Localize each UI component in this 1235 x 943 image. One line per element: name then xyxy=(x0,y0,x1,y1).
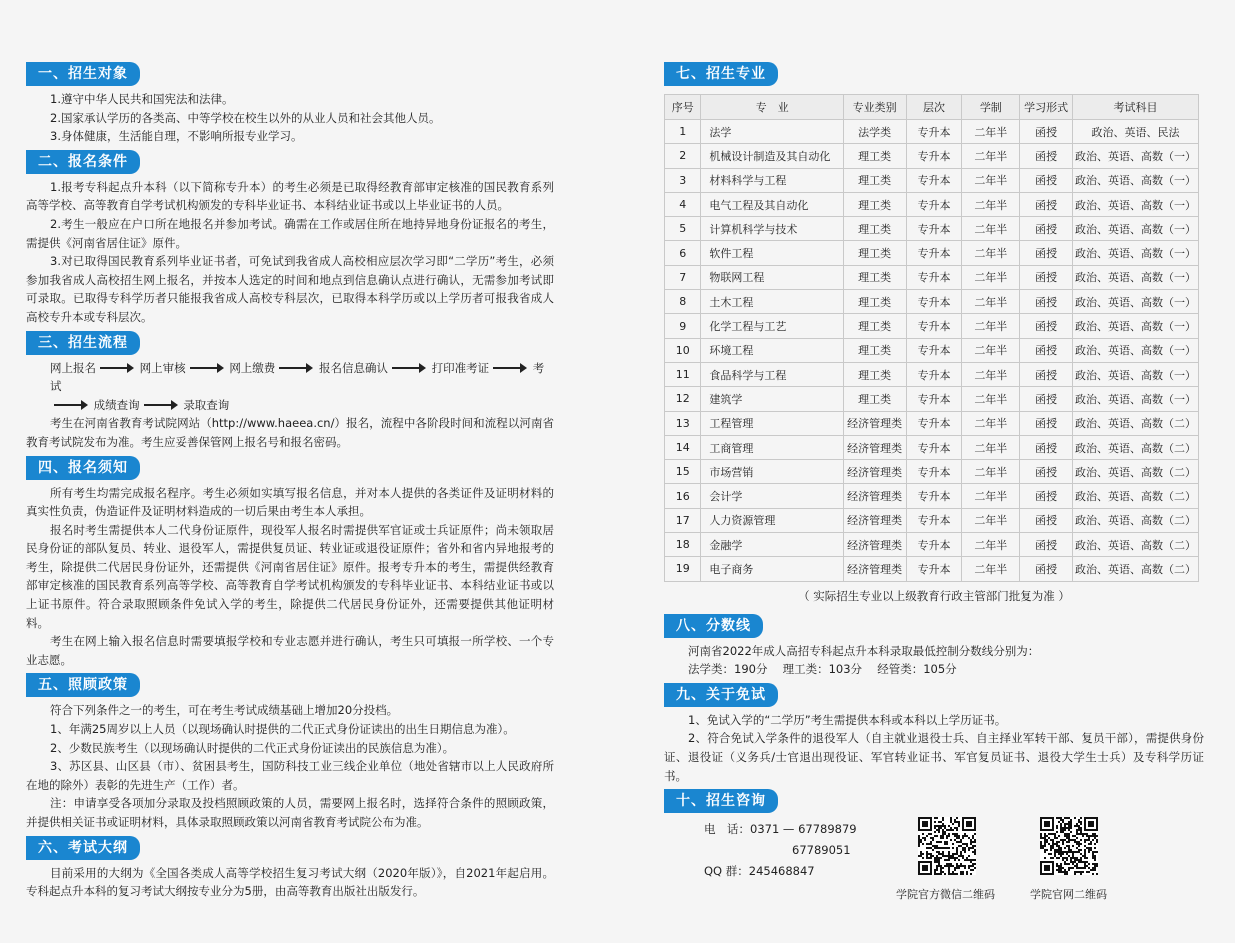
table-row xyxy=(665,387,1199,411)
table-row xyxy=(665,338,1199,362)
table-cell: 政治、英语、高数（一） xyxy=(1073,265,1199,289)
table-cell: 政治、英语、高数（一） xyxy=(1073,314,1199,338)
paragraph: 考生在河南省教育考试院网站（http://www.haeea.cn/）报名，流程中各阶段时间和流程以河南省教育考试院发布为准。考生应妥善保管网上报名号和报名密码。 xyxy=(26,416,554,449)
table-header-row xyxy=(665,95,1199,120)
table-cell: 专升本 xyxy=(906,533,962,557)
table-cell: 函授 xyxy=(1020,533,1073,557)
column-header: 序号 xyxy=(665,95,701,120)
table-cell: 金融学 xyxy=(701,533,843,557)
paragraph: 1、年满25周岁以上人员（以现场确认时提供的二代正式身份证读出的出生日期信息为准）。 xyxy=(50,722,515,737)
arrow-right-icon xyxy=(279,367,311,369)
table-cell: 专升本 xyxy=(906,168,962,192)
section-recruit-target xyxy=(26,62,554,146)
paragraph: 报名时考生需提供本人二代身份证原件，现役军人报名时需提供军官证或士兵证原件；尚未领取居民身份证的部队复员、转业、退役军人，需提供复员证、转业证或退役证原件；省外和省内异地报考的考生，除提供二代居民身份证外，还需提供《河南省居住证》原件。报考专升本的考生，需提供经教育部审定核准的国民教育系列高等学校、高等教育自学考试机构颁发的专科毕业证书、本科结业证书或以上证书原件。符合录取照顾条件免试入学的考生，除提供二代居民身份证外，还需要提供其他证明材料。 xyxy=(26,522,554,630)
table-cell: 法学 xyxy=(701,120,843,144)
table-cell: 经济管理类 xyxy=(843,557,906,581)
list-item: 1.遵守中华人民共和国宪法和法律。 xyxy=(50,92,234,106)
qr-label: 学院官网二维码 xyxy=(1030,888,1107,901)
column-header: 层次 xyxy=(906,95,962,120)
section-exemption xyxy=(664,683,1204,785)
table-cell: 专升本 xyxy=(906,192,962,216)
table-row xyxy=(665,435,1199,459)
section-title: 五、照顾政策 xyxy=(26,673,140,697)
qq-group: QQ 群：245468847 xyxy=(704,864,815,879)
table-cell: 专升本 xyxy=(906,362,962,386)
table-cell: 函授 xyxy=(1020,120,1073,144)
paragraph: 2、少数民族考生（以现场确认时提供的二代正式身份证读出的民族信息为准）。 xyxy=(50,740,455,755)
wechat-qr-code-icon xyxy=(918,817,976,875)
table-cell: 函授 xyxy=(1020,265,1073,289)
table-cell: 12 xyxy=(665,387,701,411)
table-cell: 建筑学 xyxy=(701,387,843,411)
table-cell: 理工类 xyxy=(843,387,906,411)
table-cell: 理工类 xyxy=(843,314,906,338)
paragraph: 目前采用的大纲为《全国各类成人高等学校招生复习考试大纲（2020年版）》，自2021年起启用。专科起点升本科的复习考试大纲按专业分为5册，由高等教育出版社出版发行。 xyxy=(26,865,554,899)
arrow-right-icon xyxy=(493,367,525,369)
table-row xyxy=(665,484,1199,508)
table-cell: 函授 xyxy=(1020,192,1073,216)
table-cell: 政治、英语、高数（一） xyxy=(1073,192,1199,216)
flow-step: 报名信息确认 xyxy=(318,360,388,375)
table-cell: 二年半 xyxy=(962,192,1020,216)
table-cell: 专升本 xyxy=(906,387,962,411)
table-cell: 政治、英语、高数（二） xyxy=(1073,484,1199,508)
table-cell: 2 xyxy=(665,144,701,168)
table-cell: 理工类 xyxy=(843,290,906,314)
table-cell: 市场营销 xyxy=(701,460,843,484)
process-flow xyxy=(26,359,554,415)
table-cell: 专升本 xyxy=(906,484,962,508)
table-row xyxy=(665,168,1199,192)
table-cell: 18 xyxy=(665,533,701,557)
arrow-right-icon xyxy=(100,367,132,369)
table-cell: 4 xyxy=(665,192,701,216)
section-title: 一、招生对象 xyxy=(26,62,140,86)
table-cell: 法学类 xyxy=(843,120,906,144)
table-cell: 专升本 xyxy=(906,314,962,338)
table-cell: 政治、英语、高数（一） xyxy=(1073,362,1199,386)
section-title: 六、考试大纲 xyxy=(26,836,140,860)
paragraph: 1、免试入学的“二学历”考生需提供本科或本科以上学历证书。 xyxy=(688,712,1007,727)
table-cell: 1 xyxy=(665,120,701,144)
table-cell: 5 xyxy=(665,217,701,241)
table-cell: 函授 xyxy=(1020,314,1073,338)
table-cell: 专升本 xyxy=(906,217,962,241)
table-cell: 专升本 xyxy=(906,460,962,484)
table-cell: 二年半 xyxy=(962,460,1020,484)
table-row xyxy=(665,557,1199,581)
table-cell: 函授 xyxy=(1020,241,1073,265)
table-cell: 函授 xyxy=(1020,168,1073,192)
table-cell: 政治、英语、高数（二） xyxy=(1073,508,1199,532)
table-cell: 6 xyxy=(665,241,701,265)
qr-label: 学院官方微信二维码 xyxy=(896,888,995,901)
table-cell: 专升本 xyxy=(906,241,962,265)
table-cell: 二年半 xyxy=(962,533,1020,557)
table-cell: 政治、英语、高数（一） xyxy=(1073,338,1199,362)
table-cell: 15 xyxy=(665,460,701,484)
table-cell: 政治、英语、高数（二） xyxy=(1073,533,1199,557)
table-cell: 函授 xyxy=(1020,557,1073,581)
column-header: 学制 xyxy=(962,95,1020,120)
table-note: （ 实际招生专业以上级教育行政主管部门批复为准 ） xyxy=(798,588,1070,603)
table-cell: 政治、英语、高数（二） xyxy=(1073,557,1199,581)
table-cell: 7 xyxy=(665,265,701,289)
table-row xyxy=(665,241,1199,265)
table-cell: 专升本 xyxy=(906,120,962,144)
table-cell: 二年半 xyxy=(962,484,1020,508)
table-cell: 电子商务 xyxy=(701,557,843,581)
score-line-values: 法学类：190分 理工类：103分 经管类：105分 xyxy=(688,662,957,677)
table-row xyxy=(665,314,1199,338)
section-notice xyxy=(26,456,554,670)
table-cell: 14 xyxy=(665,435,701,459)
table-cell: 理工类 xyxy=(843,241,906,265)
table-cell: 二年半 xyxy=(962,290,1020,314)
table-cell: 理工类 xyxy=(843,338,906,362)
table-cell: 土木工程 xyxy=(701,290,843,314)
table-cell: 理工类 xyxy=(843,168,906,192)
table-cell: 理工类 xyxy=(843,362,906,386)
section-title: 八、分数线 xyxy=(664,614,763,638)
flow-step: 网上缴费 xyxy=(229,360,276,375)
section-title: 三、招生流程 xyxy=(26,331,140,355)
table-cell: 二年半 xyxy=(962,144,1020,168)
table-cell: 函授 xyxy=(1020,484,1073,508)
table-cell: 工商管理 xyxy=(701,435,843,459)
column-header: 专 业 xyxy=(701,95,843,120)
table-row xyxy=(665,533,1199,557)
table-cell: 计算机科学与技术 xyxy=(701,217,843,241)
section-syllabus xyxy=(26,836,554,901)
table-cell: 函授 xyxy=(1020,435,1073,459)
table-cell: 8 xyxy=(665,290,701,314)
section-process xyxy=(26,331,554,452)
table-cell: 化学工程与工艺 xyxy=(701,314,843,338)
table-cell: 二年半 xyxy=(962,168,1020,192)
table-row xyxy=(665,120,1199,144)
table-cell: 16 xyxy=(665,484,701,508)
table-cell: 函授 xyxy=(1020,508,1073,532)
flow-step: 录取查询 xyxy=(183,397,230,412)
column-header: 考试科目 xyxy=(1073,95,1199,120)
flow-step: 网上审核 xyxy=(139,360,186,375)
section-policy xyxy=(26,673,554,831)
paragraph: 符合下列条件之一的考生，可在考生考试成绩基础上增加20分投档。 xyxy=(50,703,399,718)
table-cell: 二年半 xyxy=(962,387,1020,411)
table-cell: 经济管理类 xyxy=(843,484,906,508)
paragraph: 注：申请享受各项加分录取及投档照顾政策的人员，需要网上报名时，选择符合条件的照顾政策，并提供相关证书或证明材料，具体录取照顾政策以河南省教育考试院公布为准。 xyxy=(26,796,554,829)
table-cell: 机械设计制造及其自动化 xyxy=(701,144,843,168)
paragraph: 2、符合免试入学条件的退役军人（自主就业退役士兵、自主择业军转干部、复员干部），需提供身份证、退役证（义务兵/士官退出现役证、军官转业证书、军官复员证书、退役大学生士兵）及专科学历证书。 xyxy=(664,731,1204,783)
table-row xyxy=(665,265,1199,289)
flow-step: 网上报名 xyxy=(50,360,96,375)
flow-step: 成绩查询 xyxy=(93,397,140,412)
table-row xyxy=(665,217,1199,241)
table-cell: 二年半 xyxy=(962,435,1020,459)
table-cell: 专升本 xyxy=(906,557,962,581)
table-cell: 经济管理类 xyxy=(843,435,906,459)
table-row xyxy=(665,508,1199,532)
table-cell: 政治、英语、高数（二） xyxy=(1073,411,1199,435)
arrow-right-icon xyxy=(144,404,176,406)
table-row xyxy=(665,411,1199,435)
table-cell: 二年半 xyxy=(962,508,1020,532)
table-cell: 政治、英语、高数（一） xyxy=(1073,144,1199,168)
paragraph: 考生在网上输入报名信息时需要填报学校和专业志愿并进行确认，考生只可填报一所学校、一个专业志愿。 xyxy=(26,634,554,667)
table-cell: 物联网工程 xyxy=(701,265,843,289)
table-cell: 二年半 xyxy=(962,557,1020,581)
section-title: 七、招生专业 xyxy=(664,62,778,86)
table-cell: 政治、英语、高数（二） xyxy=(1073,435,1199,459)
table-cell: 二年半 xyxy=(962,362,1020,386)
section-score-line xyxy=(664,614,1204,679)
phone-number-2: 67789051 xyxy=(792,843,851,858)
column-header: 学习形式 xyxy=(1020,95,1073,120)
table-cell: 理工类 xyxy=(843,144,906,168)
score-line-intro: 河南省2022年成人高招专科起点升本科录取最低控制分数线分别为： xyxy=(688,643,1040,658)
table-cell: 政治、英语、高数（一） xyxy=(1073,241,1199,265)
table-cell: 二年半 xyxy=(962,241,1020,265)
table-cell: 理工类 xyxy=(843,265,906,289)
table-cell: 二年半 xyxy=(962,411,1020,435)
column-header: 专业类别 xyxy=(843,95,906,120)
table-cell: 材料科学与工程 xyxy=(701,168,843,192)
phone-number: 电 话：0371 — 67789879 xyxy=(704,822,857,837)
table-cell: 理工类 xyxy=(843,217,906,241)
arrow-right-icon xyxy=(392,367,424,369)
section-title: 九、关于免试 xyxy=(664,683,778,707)
table-cell: 17 xyxy=(665,508,701,532)
table-cell: 会计学 xyxy=(701,484,843,508)
table-cell: 函授 xyxy=(1020,362,1073,386)
list-item: 3.身体健康，生活能自理，不影响所报专业学习。 xyxy=(50,129,303,144)
table-cell: 9 xyxy=(665,314,701,338)
table-cell: 环境工程 xyxy=(701,338,843,362)
table-row xyxy=(665,144,1199,168)
section-requirements xyxy=(26,150,554,327)
table-row xyxy=(665,192,1199,216)
website-qr-code-icon xyxy=(1040,817,1098,875)
table-cell: 19 xyxy=(665,557,701,581)
table-cell: 函授 xyxy=(1020,338,1073,362)
flow-step: 打印准考证 xyxy=(431,360,490,375)
table-cell: 二年半 xyxy=(962,217,1020,241)
table-cell: 二年半 xyxy=(962,265,1020,289)
table-cell: 电气工程及其自动化 xyxy=(701,192,843,216)
flow-step: 考试 xyxy=(50,360,545,394)
table-cell: 二年半 xyxy=(962,338,1020,362)
section-title: 二、报名条件 xyxy=(26,150,140,174)
table-cell: 政治、英语、高数（一） xyxy=(1073,217,1199,241)
table-cell: 11 xyxy=(665,362,701,386)
paragraph: 2.考生一般应在户口所在地报名并参加考试。确需在工作或居住所在地持异地身份证报名的考生，需提供《河南省居住证》原件。 xyxy=(26,216,554,250)
table-cell: 函授 xyxy=(1020,217,1073,241)
section-title: 四、报名须知 xyxy=(26,456,140,480)
table-cell: 政治、英语、高数（一） xyxy=(1073,290,1199,314)
list-item: 2.国家承认学历的各类高、中等学校在校生以外的从业人员和社会其他人员。 xyxy=(50,110,441,125)
table-cell: 软件工程 xyxy=(701,241,843,265)
table-cell: 函授 xyxy=(1020,387,1073,411)
table-cell: 二年半 xyxy=(962,314,1020,338)
table-cell: 人力资源管理 xyxy=(701,508,843,532)
table-cell: 专升本 xyxy=(906,508,962,532)
paragraph: 所有考生均需完成报名程序。考生必须如实填写报名信息，并对本人提供的各类证件及证明材料的真实性负责，伪造证件及证明材料造成的一切后果由考生本人承担。 xyxy=(26,485,554,519)
arrow-right-icon xyxy=(54,404,86,406)
majors-table xyxy=(664,94,1199,582)
table-row xyxy=(665,290,1199,314)
left-column xyxy=(26,62,554,905)
table-cell: 政治、英语、高数（一） xyxy=(1073,168,1199,192)
table-cell: 专升本 xyxy=(906,435,962,459)
table-cell: 政治、英语、高数（二） xyxy=(1073,460,1199,484)
table-cell: 10 xyxy=(665,338,701,362)
paragraph: 3.对已取得国民教育系列毕业证书者，可免试到我省成人高校相应层次学习即“二学历”考生，必须参加我省成人高校招生网上报名，并按本人选定的时间和地点到信息确认点进行确认，无需参加考试即可录取。已取得专科学历者只能报我省成人高校专科层次，已取得本科学历或以上学历者可报我省成人高校专升本或专科层次。 xyxy=(26,254,554,324)
table-row xyxy=(665,362,1199,386)
table-cell: 二年半 xyxy=(962,120,1020,144)
table-cell: 理工类 xyxy=(843,192,906,216)
paragraph: 3、苏区县、山区县（市）、贫困县考生，国防科技工业三线企业单位（地处省辖市以上人民政府所在地的除外）表彰的先进生产（工作）者。 xyxy=(26,759,554,792)
section-title: 十、招生咨询 xyxy=(664,789,778,813)
table-cell: 函授 xyxy=(1020,144,1073,168)
paragraph: 1.报考专科起点升本科（以下简称专升本）的考生必须是已取得经教育部审定核准的国民教育系列高等学校、高等教育自学考试机构颁发的专科毕业证书、本科结业证书或以上毕业证书的人员。 xyxy=(26,179,554,213)
table-cell: 经济管理类 xyxy=(843,508,906,532)
table-cell: 专升本 xyxy=(906,290,962,314)
table-cell: 经济管理类 xyxy=(843,533,906,557)
right-column xyxy=(664,62,1204,903)
table-row xyxy=(665,460,1199,484)
table-cell: 工程管理 xyxy=(701,411,843,435)
table-cell: 专升本 xyxy=(906,265,962,289)
table-cell: 函授 xyxy=(1020,290,1073,314)
table-cell: 函授 xyxy=(1020,411,1073,435)
table-cell: 食品科学与工程 xyxy=(701,362,843,386)
table-cell: 3 xyxy=(665,168,701,192)
table-cell: 政治、英语、高数（一） xyxy=(1073,387,1199,411)
table-cell: 专升本 xyxy=(906,338,962,362)
arrow-right-icon xyxy=(190,367,222,369)
table-cell: 政治、英语、民法 xyxy=(1073,120,1199,144)
table-cell: 专升本 xyxy=(906,144,962,168)
table-cell: 函授 xyxy=(1020,460,1073,484)
table-cell: 13 xyxy=(665,411,701,435)
table-cell: 经济管理类 xyxy=(843,460,906,484)
table-cell: 经济管理类 xyxy=(843,411,906,435)
table-cell: 专升本 xyxy=(906,411,962,435)
